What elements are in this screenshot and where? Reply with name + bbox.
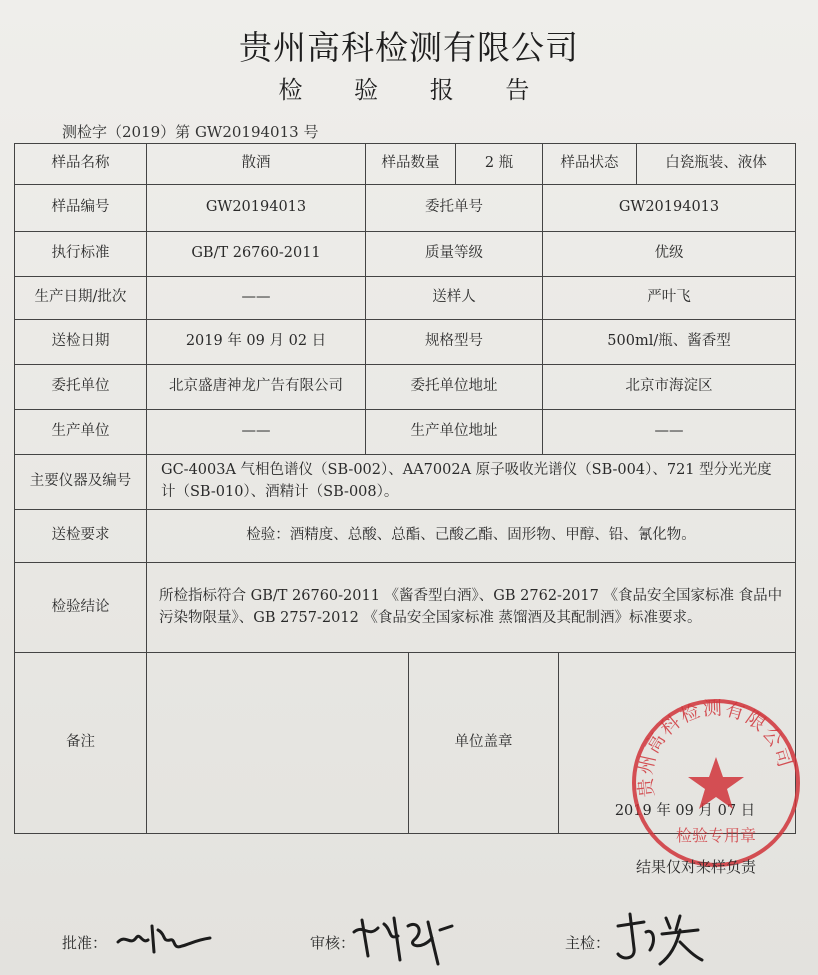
inspector-label: 主检： [565, 934, 611, 952]
review-signature-icon [348, 910, 458, 970]
seal-bottom-text: 检验专用章 [675, 826, 757, 845]
standard-value: GB/T 26760-2011 [146, 231, 366, 277]
company-title: 贵州高科检测有限公司 [239, 28, 579, 67]
sample-name-label: 样品名称 [14, 143, 147, 185]
sender-label: 送样人 [365, 276, 543, 320]
client-address-value: 北京市海淀区 [542, 364, 796, 410]
report-number: 测检字（2019）第 GW20194013 号 [62, 123, 319, 141]
sample-state-value: 白瓷瓶装、液体 [636, 143, 796, 185]
order-no-label: 委托单号 [365, 184, 543, 232]
client-address-label: 委托单位地址 [365, 364, 543, 410]
producer-value: —— [146, 409, 366, 455]
submit-date-value: 2019 年 09 月 02 日 [146, 319, 366, 365]
footer-note: 结果仅对来样负责 [636, 858, 757, 876]
order-no-value: GW20194013 [542, 184, 796, 232]
approve-label: 批准： [62, 934, 108, 952]
producer-label: 生产单位 [14, 409, 147, 455]
seal-arc-text: 贵州高科检测有限公司 [634, 697, 797, 799]
remarks-label: 备注 [14, 652, 147, 834]
requirements-value: 检验：酒精度、总酸、总酯、己酸乙酯、固形物、甲醇、铅、氰化物。 [146, 509, 796, 563]
company-seal-icon [628, 695, 804, 871]
review-label: 审核： [310, 934, 356, 952]
sample-state-label: 样品状态 [542, 143, 637, 185]
seal-label: 单位盖章 [408, 652, 559, 834]
producer-address-label: 生产单位地址 [365, 409, 543, 455]
inspector-signature-icon [610, 908, 710, 970]
sample-no-label: 样品编号 [14, 184, 147, 232]
conclusion-value: 所检指标符合 GB/T 26760-2011 《酱香型白酒》、GB 2762-2017 《食品安全国家标准 食品中污染物限量》、GB 2757-2012 《食品安全国家标准 蒸馏酒及其配制酒》标准要求。 [146, 562, 796, 653]
requirements-label: 送检要求 [14, 509, 147, 563]
approve-signature-icon [112, 916, 222, 960]
standard-label: 执行标准 [14, 231, 147, 277]
sender-value: 严叶飞 [542, 276, 796, 320]
remarks-value [146, 652, 409, 834]
sample-qty-value: 2 瓶 [455, 143, 543, 185]
document-title: 检 验 报 告 [278, 76, 552, 104]
spec-value: 500ml/瓶、酱香型 [542, 319, 796, 365]
sample-name-value: 散酒 [146, 143, 366, 185]
conclusion-label: 检验结论 [14, 562, 147, 653]
client-label: 委托单位 [14, 364, 147, 410]
sample-no-value: GW20194013 [146, 184, 366, 232]
sample-qty-label: 样品数量 [365, 143, 456, 185]
seal-date: 2019 年 09 月 07 日 [614, 803, 756, 820]
client-value: 北京盛唐神龙广告有限公司 [146, 364, 366, 410]
grade-value: 优级 [542, 231, 796, 277]
production-date-value: —— [146, 276, 366, 320]
submit-date-label: 送检日期 [14, 319, 147, 365]
producer-address-value: —— [542, 409, 796, 455]
grade-label: 质量等级 [365, 231, 543, 277]
spec-label: 规格型号 [365, 319, 543, 365]
production-date-label: 生产日期/批次 [14, 276, 147, 320]
instruments-label: 主要仪器及编号 [14, 454, 147, 510]
instruments-value: GC-4003A 气相色谱仪（SB-002）、AA7002A 原子吸收光谱仪（SB-004）、721 型分光光度计（SB-010）、酒精计（SB-008）。 [146, 454, 796, 510]
